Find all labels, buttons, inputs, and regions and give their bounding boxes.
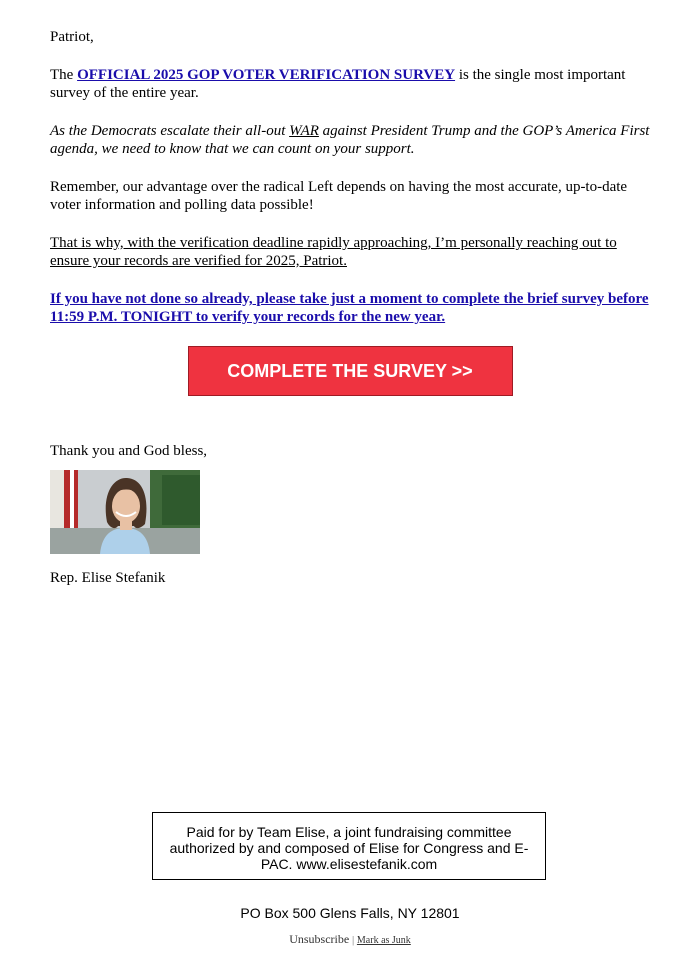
email-body [50,28,650,396]
signer-name: Rep. Elise Stefanik [50,570,166,586]
paragraph-deadline: That is why, with the verification deadline rapidly approaching, I’m personally reaching out to ensure your records are verified for 2025, Patriot. [50,235,617,269]
signer-photo [50,470,200,554]
mailing-address: PO Box 500 Glens Falls, NY 12801 [240,905,460,921]
unsubscribe-link[interactable]: Unsubscribe [289,932,350,946]
intro-text-post: is the single most important survey of the entire year. [50,67,626,101]
democrats-text-pre: As the Democrats escalate their all-out [50,123,290,139]
footer-links [0,930,700,950]
survey-link[interactable]: OFFICIAL 2025 GOP VOTER VERIFICATION SURVEY [77,67,456,83]
survey-cta-link[interactable]: If you have not done so already, please take just a moment to complete the brief survey before 11:59 P.M. TONIGHT to verify your records for the new year. [50,291,649,325]
paragraph-survey-intro [50,66,650,102]
greeting: Patriot, [50,29,94,45]
war-text: WAR [289,123,319,139]
footer-separator: | [351,934,355,946]
paragraph-democrats [50,122,650,158]
mark-as-junk-link[interactable]: Mark as Junk [356,935,411,946]
paid-for-disclaimer: Paid for by Team Elise, a joint fundraising committee authorized by and composed of Elise for Congress and E-PAC. www.elisestefanik.com [152,812,546,880]
paragraph-advantage: Remember, our advantage over the radical Left depends on having the most accurate, up-to-date voter information and polling data possible! [50,179,628,213]
closing-text: Thank you and God bless, [50,443,208,459]
intro-text-pre: The [50,67,78,83]
complete-survey-button[interactable]: COMPLETE THE SURVEY >> [188,346,513,396]
button-container [50,346,650,396]
democrats-text-post: against President Trump and the GOP’s America First agenda, we need to know that we can count on your support. [50,123,650,157]
